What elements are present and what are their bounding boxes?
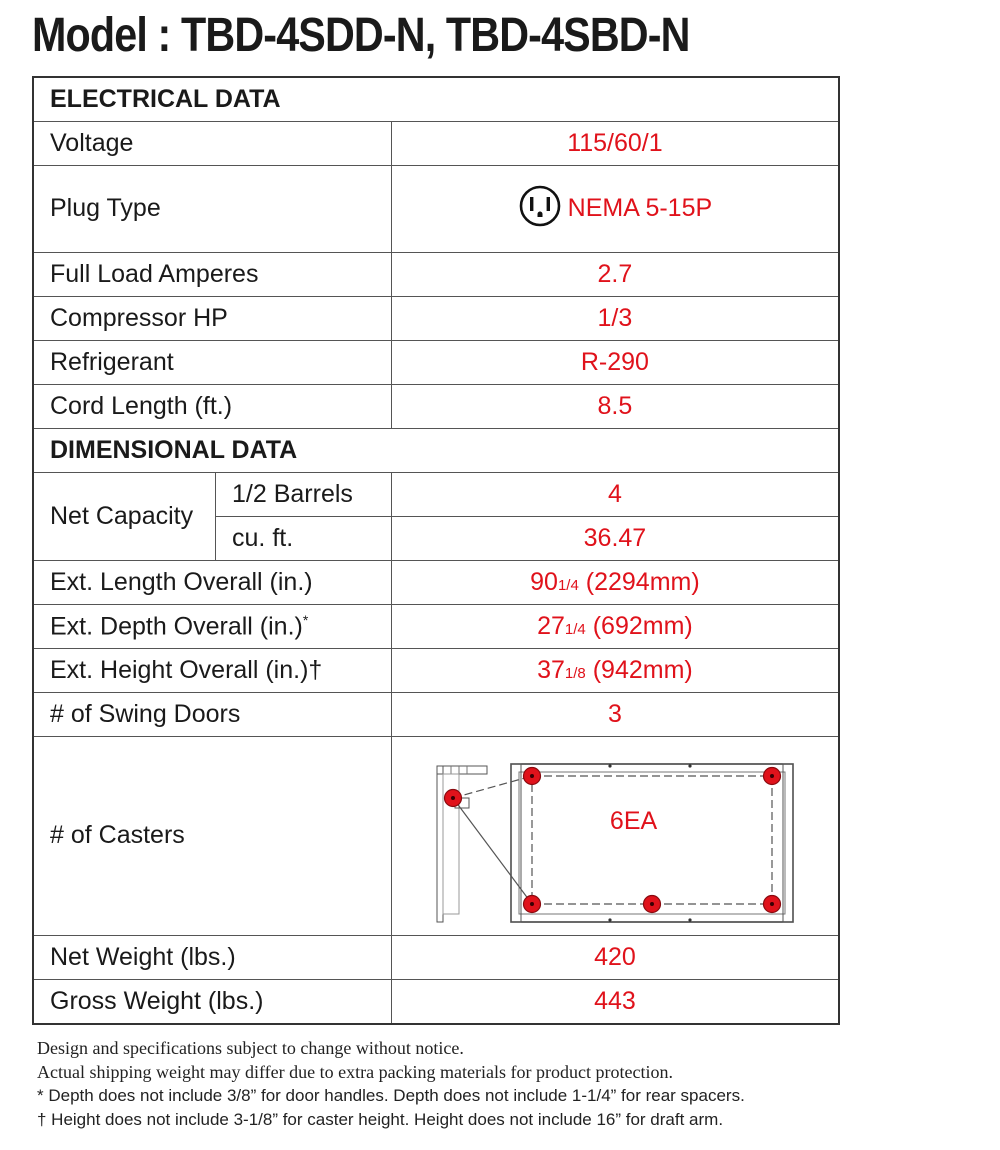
capacity-label: Net Capacity xyxy=(33,473,216,561)
table-row-length xyxy=(33,561,839,605)
cuft-value: 36.47 xyxy=(391,517,839,561)
caster-diagram xyxy=(415,748,815,924)
length-label: Ext. Length Overall (in.) xyxy=(33,561,391,605)
section-heading-electrical: ELECTRICAL DATA xyxy=(33,77,839,122)
gross-weight-value: 443 xyxy=(391,980,839,1025)
plug-value: NEMA 5-15P xyxy=(567,194,713,223)
note-depth: * Depth does not include 3/8” for door handles. Depth does not include 1-1/4” for rear spacers. xyxy=(37,1086,745,1105)
electrical-heading-row xyxy=(33,77,839,122)
dimensional-heading-row xyxy=(33,429,839,473)
length-value: 901/4 (2294mm) xyxy=(391,561,839,605)
table-row-plug xyxy=(33,166,839,253)
gross-weight-label: Gross Weight (lbs.) xyxy=(33,980,391,1025)
table-row-casters xyxy=(33,737,839,936)
refrigerant-value: R-290 xyxy=(391,341,839,385)
cuft-label: cu. ft. xyxy=(216,517,392,561)
section-heading-dimensional: DIMENSIONAL DATA xyxy=(33,429,839,473)
voltage-label: Voltage xyxy=(33,122,391,166)
note-height: † Height does not include 3-1/8” for caster height. Height does not include 16” for draft arm. xyxy=(37,1110,724,1129)
table-row-refrigerant xyxy=(33,341,839,385)
table-row-voltage xyxy=(33,122,839,166)
hp-label: Compressor HP xyxy=(33,297,391,341)
hp-value: 1/3 xyxy=(391,297,839,341)
barrels-value: 4 xyxy=(391,473,839,517)
net-weight-label: Net Weight (lbs.) xyxy=(33,936,391,980)
fla-value: 2.7 xyxy=(391,253,839,297)
casters-figure-cell xyxy=(391,737,839,936)
table-row-capacity-barrels xyxy=(33,473,839,517)
plug-value-cell xyxy=(391,166,839,253)
net-weight-value: 420 xyxy=(391,936,839,980)
voltage-value: 115/60/1 xyxy=(391,122,839,166)
table-row-net-weight xyxy=(33,936,839,980)
refrigerant-label: Refrigerant xyxy=(33,341,391,385)
table-row-doors xyxy=(33,693,839,737)
doors-value: 3 xyxy=(391,693,839,737)
footnotes xyxy=(37,1036,987,1132)
barrels-label: 1/2 Barrels xyxy=(216,473,392,517)
spec-table xyxy=(32,76,840,1025)
page-title: Model : TBD-4SDD-N, TBD-4SBD-N xyxy=(32,9,690,62)
depth-label: Ext. Depth Overall (in.)* xyxy=(33,605,391,649)
plug-label: Plug Type xyxy=(33,166,391,253)
fla-label: Full Load Amperes xyxy=(33,253,391,297)
table-row-cord xyxy=(33,385,839,429)
height-value: 371/8 (942mm) xyxy=(391,649,839,693)
table-row-gross-weight xyxy=(33,980,839,1025)
cord-label: Cord Length (ft.) xyxy=(33,385,391,429)
table-row-depth xyxy=(33,605,839,649)
note-design-change: Design and specifications subject to change without notice. xyxy=(37,1038,464,1058)
table-row-height xyxy=(33,649,839,693)
casters-value: 6EA xyxy=(609,807,658,835)
depth-value: 271/4 (692mm) xyxy=(391,605,839,649)
cord-value: 8.5 xyxy=(391,385,839,429)
casters-label: # of Casters xyxy=(33,737,391,936)
doors-label: # of Swing Doors xyxy=(33,693,391,737)
nema-plug-icon xyxy=(518,184,562,235)
table-row-hp xyxy=(33,297,839,341)
height-label: Ext. Height Overall (in.)† xyxy=(33,649,391,693)
note-shipping-weight: Actual shipping weight may differ due to extra packing materials for product protection. xyxy=(37,1062,673,1082)
table-row-fla xyxy=(33,253,839,297)
